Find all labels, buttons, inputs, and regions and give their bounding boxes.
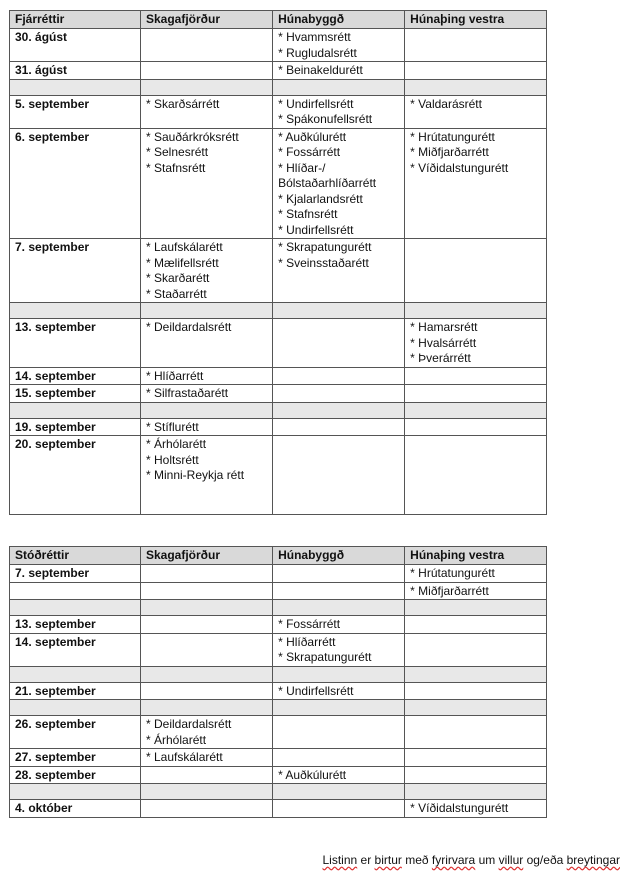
disclaimer-text: og/eða	[523, 853, 567, 867]
spacer-cell	[273, 79, 405, 95]
skagafjordur-cell	[141, 319, 273, 368]
rett-entry: * Undirfellsrétt	[278, 683, 354, 698]
spacer-row	[10, 700, 547, 716]
rett-entry: * Auðkúlurétt	[278, 129, 347, 144]
spacer-cell	[141, 700, 273, 716]
date-cell: 27. september	[10, 749, 141, 767]
table-row	[10, 239, 547, 303]
spacer-row	[10, 303, 547, 319]
rett-entry: * Staðarrétt	[146, 286, 207, 301]
rett-entry: * Skarðarétt	[146, 271, 210, 285]
hunathing-cell	[405, 319, 547, 368]
rett-entry: * Skarðsárrétt	[146, 96, 220, 111]
rett-entry: * Hlíðarrétt	[278, 634, 336, 649]
hunabyggd-cell	[273, 766, 405, 784]
hunabyggd-cell	[273, 319, 405, 368]
skagafjordur-cell	[141, 565, 273, 583]
rett-entry: * Kjalarlandsrétt	[278, 191, 363, 206]
spacer-cell	[10, 79, 141, 95]
column-header: Skagafjörður	[141, 547, 273, 565]
spacer-cell	[405, 303, 547, 319]
hunathing-cell	[405, 682, 547, 700]
hunabyggd-cell	[273, 616, 405, 634]
skagafjordur-cell	[141, 749, 273, 767]
spacer-row	[10, 79, 547, 95]
spacer-cell	[405, 700, 547, 716]
hunathing-cell	[405, 367, 547, 385]
rett-entry: * Holtsrétt	[146, 452, 199, 467]
spacer-cell	[273, 666, 405, 682]
disclaimer-text: með	[401, 853, 432, 867]
hunabyggd-cell	[273, 749, 405, 767]
hunathing-cell	[405, 766, 547, 784]
table-row	[10, 749, 547, 767]
rett-entry: * Hrútatungurétt	[410, 129, 495, 144]
table-row	[10, 128, 547, 239]
spacer-cell	[141, 600, 273, 616]
hunabyggd-cell	[273, 716, 405, 749]
rett-entry: * Mælifellsrétt	[146, 255, 219, 270]
hunathing-cell	[405, 418, 547, 436]
rett-entry: * Spákonufellsrétt	[278, 112, 373, 126]
date-cell: 31. ágúst	[10, 62, 141, 80]
spacer-cell	[141, 666, 273, 682]
date-cell: 26. september	[10, 716, 141, 749]
table-row	[10, 565, 547, 583]
disclaimer-text: um	[475, 853, 499, 867]
skagafjordur-cell	[141, 385, 273, 403]
table-row	[10, 800, 547, 818]
date-cell	[10, 582, 141, 600]
table-header-row	[10, 11, 547, 29]
date-cell: 21. september	[10, 682, 141, 700]
hunabyggd-cell	[273, 29, 405, 62]
rett-entry: * Beinakeldurétt	[278, 63, 363, 77]
table-row	[10, 616, 547, 634]
hunathing-cell	[405, 582, 547, 600]
table-row	[10, 582, 547, 600]
rett-entry: * Deildardalsrétt	[146, 320, 232, 334]
disclaimer-word: fyrirvara	[431, 853, 476, 867]
rett-entry: * Silfrastaðarétt	[146, 386, 229, 400]
skagafjordur-cell	[141, 239, 273, 303]
skagafjordur-cell	[141, 29, 273, 62]
disclaimer-word: Listinn	[322, 853, 358, 867]
hunathing-cell	[405, 29, 547, 62]
hunabyggd-cell	[273, 62, 405, 80]
date-cell: 5. september	[10, 95, 141, 128]
rett-entry: * Minni-Reykja rétt	[146, 468, 245, 482]
skagafjordur-cell	[141, 633, 273, 666]
spacer-cell	[141, 303, 273, 319]
column-header: Húnaþing vestra	[405, 11, 547, 29]
hunabyggd-cell	[273, 95, 405, 128]
rett-entry: * Miðfjarðarrétt	[410, 145, 489, 159]
fjarrettir-table	[9, 10, 547, 515]
hunathing-cell	[405, 62, 547, 80]
rett-entry: * Miðfjarðarrétt	[410, 583, 489, 598]
skagafjordur-cell	[141, 800, 273, 818]
hunabyggd-cell	[273, 565, 405, 583]
skagafjordur-cell	[141, 367, 273, 385]
column-header: Húnabyggð	[273, 11, 405, 29]
skagafjordur-cell	[141, 436, 273, 515]
column-header: Skagafjörður	[141, 11, 273, 29]
hunathing-cell	[405, 436, 547, 515]
spacer-cell	[405, 79, 547, 95]
date-cell: 13. september	[10, 616, 141, 634]
rett-entry: * Hrútatungurétt	[410, 566, 495, 580]
date-cell: 6. september	[10, 128, 141, 239]
hunathing-cell	[405, 616, 547, 634]
disclaimer-word: villur	[498, 853, 524, 867]
hunabyggd-cell	[273, 682, 405, 700]
hunabyggd-cell	[273, 436, 405, 515]
skagafjordur-cell	[141, 128, 273, 239]
date-cell: 15. september	[10, 385, 141, 403]
spacer-row	[10, 600, 547, 616]
hunabyggd-cell	[273, 239, 405, 303]
rett-entry: * Skrapatungurétt	[278, 650, 372, 664]
spacer-cell	[273, 402, 405, 418]
rett-entry: * Stafnsrétt	[146, 160, 206, 175]
rett-entry: * Auðkúlurétt	[278, 767, 347, 782]
skagafjordur-cell	[141, 716, 273, 749]
table-row	[10, 319, 547, 368]
hunabyggd-cell	[273, 418, 405, 436]
hunathing-cell	[405, 800, 547, 818]
spacer-cell	[141, 784, 273, 800]
rett-entry: * Hamarsrétt	[410, 320, 478, 334]
disclaimer-note	[323, 853, 621, 867]
spacer-row	[10, 784, 547, 800]
table-row	[10, 418, 547, 436]
table-body	[10, 29, 547, 515]
rett-entry: * Sveinsstaðarétt	[278, 255, 369, 270]
hunabyggd-cell	[273, 128, 405, 239]
rett-entry: * Hlíðarrétt	[146, 368, 204, 383]
table-row	[10, 716, 547, 749]
hunathing-cell	[405, 565, 547, 583]
spacer-cell	[273, 303, 405, 319]
skagafjordur-cell	[141, 62, 273, 80]
rett-entry: * Víðidalstungurétt	[410, 160, 509, 175]
skagafjordur-cell	[141, 766, 273, 784]
rett-entry: * Laufskálarétt	[146, 750, 223, 764]
hunabyggd-cell	[273, 800, 405, 818]
date-cell: 13. september	[10, 319, 141, 368]
table-row	[10, 633, 547, 666]
hunathing-cell	[405, 128, 547, 239]
spacer-cell	[10, 666, 141, 682]
table-row	[10, 29, 547, 62]
disclaimer-word: breytingar	[566, 853, 620, 867]
table-body	[10, 565, 547, 818]
table-row	[10, 436, 547, 515]
hunabyggd-cell	[273, 633, 405, 666]
spacer-cell	[10, 303, 141, 319]
hunathing-cell	[405, 95, 547, 128]
rett-entry: * Fossárrétt	[278, 145, 341, 159]
rett-entry: * Víðidalstungurétt	[410, 801, 509, 815]
skagafjordur-cell	[141, 95, 273, 128]
date-cell: 20. september	[10, 436, 141, 515]
spacer-cell	[141, 79, 273, 95]
date-cell: 4. október	[10, 800, 141, 818]
date-cell: 19. september	[10, 418, 141, 436]
column-header: Stóðréttir	[10, 547, 141, 565]
rett-entry: * Hvalsárrétt	[410, 335, 477, 350]
table-row	[10, 62, 547, 80]
spacer-row	[10, 666, 547, 682]
hunathing-cell	[405, 385, 547, 403]
rett-entry: * Hlíðar-/	[278, 160, 326, 175]
table-row	[10, 682, 547, 700]
disclaimer-text: er	[357, 853, 375, 867]
rett-entry: * Sauðárkróksrétt	[146, 129, 239, 144]
rett-entry: * Árhólarétt	[146, 732, 207, 747]
hunathing-cell	[405, 633, 547, 666]
table-row	[10, 385, 547, 403]
rett-entry: * Hvammsrétt	[278, 30, 351, 44]
spacer-cell	[405, 666, 547, 682]
spacer-cell	[273, 700, 405, 716]
rett-entry: * Valdarásrétt	[410, 96, 482, 111]
spacer-cell	[405, 600, 547, 616]
spacer-cell	[10, 700, 141, 716]
spacer-cell	[10, 784, 141, 800]
spacer-cell	[273, 600, 405, 616]
table-row	[10, 367, 547, 385]
spacer-cell	[405, 784, 547, 800]
hunabyggd-cell	[273, 582, 405, 600]
hunathing-cell	[405, 239, 547, 303]
table-row	[10, 766, 547, 784]
column-header: Fjárréttir	[10, 11, 141, 29]
rett-entry: Bólstaðarhlíðarrétt	[278, 176, 377, 190]
skagafjordur-cell	[141, 682, 273, 700]
rett-entry: * Selnesrétt	[146, 145, 209, 159]
column-header: Húnabyggð	[273, 547, 405, 565]
rett-entry: * Rugludalsrétt	[278, 45, 357, 60]
date-cell: 14. september	[10, 633, 141, 666]
skagafjordur-cell	[141, 616, 273, 634]
rett-entry: * Undirfellsrétt	[278, 96, 354, 111]
spacer-cell	[10, 402, 141, 418]
stodrettir-table	[9, 546, 547, 818]
date-cell: 7. september	[10, 239, 141, 303]
spacer-cell	[273, 784, 405, 800]
skagafjordur-cell	[141, 418, 273, 436]
rett-entry: * Deildardalsrétt	[146, 717, 232, 731]
spacer-cell	[10, 600, 141, 616]
date-cell: 7. september	[10, 565, 141, 583]
hunabyggd-cell	[273, 367, 405, 385]
spacer-cell	[405, 402, 547, 418]
skagafjordur-cell	[141, 582, 273, 600]
rett-entry: * Stafnsrétt	[278, 207, 338, 221]
date-cell: 14. september	[10, 367, 141, 385]
rett-entry: * Stíflurétt	[146, 419, 199, 434]
rett-entry: * Þverárrétt	[410, 351, 471, 365]
rett-entry: * Árhólarétt	[146, 437, 207, 451]
disclaimer-word: birtur	[374, 853, 402, 867]
rett-entry: * Fossárrétt	[278, 617, 341, 631]
table-header-row	[10, 547, 547, 565]
hunabyggd-cell	[273, 385, 405, 403]
spacer-row	[10, 402, 547, 418]
rett-entry: * Skrapatungurétt	[278, 240, 372, 254]
hunathing-cell	[405, 749, 547, 767]
rett-entry: * Undirfellsrétt	[278, 222, 354, 237]
date-cell: 28. september	[10, 766, 141, 784]
hunathing-cell	[405, 716, 547, 749]
table-row	[10, 95, 547, 128]
spacer-cell	[141, 402, 273, 418]
column-header: Húnaþing vestra	[405, 547, 547, 565]
date-cell: 30. ágúst	[10, 29, 141, 62]
rett-entry: * Laufskálarétt	[146, 240, 223, 254]
